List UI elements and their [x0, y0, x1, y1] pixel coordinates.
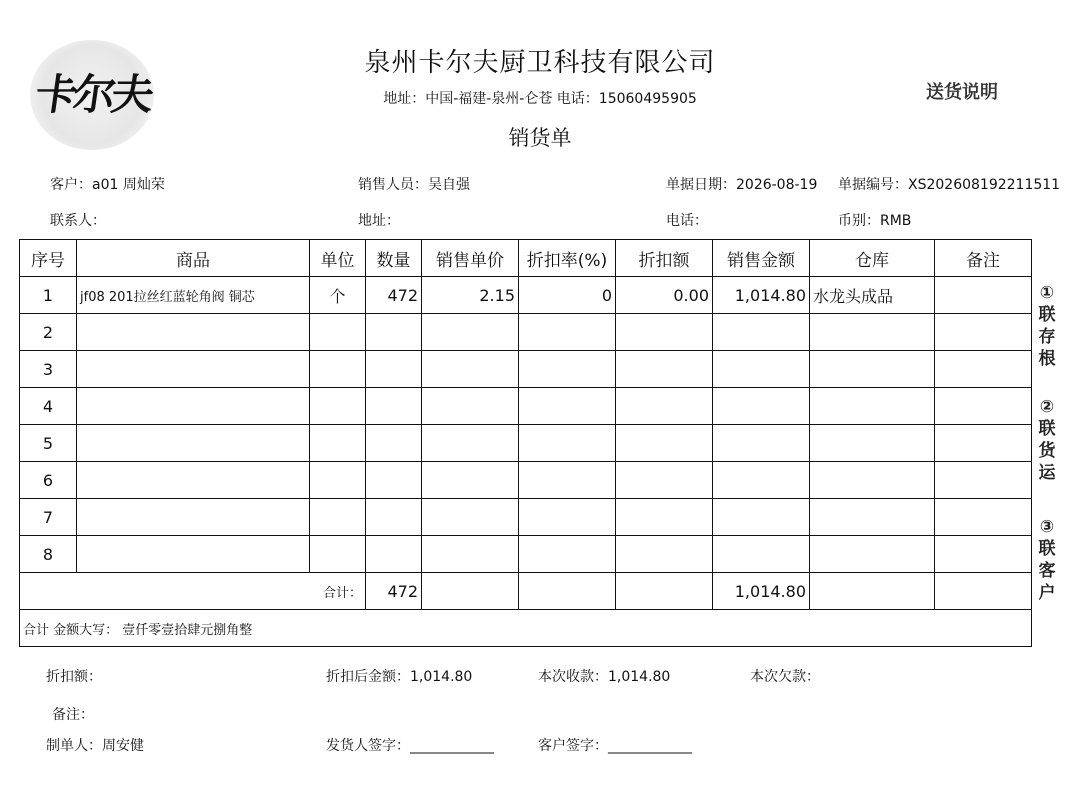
- price-cell: [422, 425, 519, 462]
- product-cell: [77, 425, 310, 462]
- discount-amount-cell: [616, 462, 713, 499]
- table-row: [20, 314, 1032, 351]
- delivery-note-label: 送货说明: [926, 82, 998, 103]
- discount-amount-cell: [616, 499, 713, 536]
- discount-amount-cell: [616, 314, 713, 351]
- warehouse-cell: [810, 462, 935, 499]
- discount-amount-cell: 0.00: [616, 277, 713, 314]
- amount-cell: [713, 314, 810, 351]
- remark-cell: [935, 536, 1032, 573]
- discount-rate-cell: [519, 425, 616, 462]
- qty-cell: [366, 499, 422, 536]
- amount-in-words: 合计 金额大写： 壹仟零壹拾肆元捌角整: [20, 610, 1032, 647]
- product-cell: [77, 388, 310, 425]
- total-qty: 472: [366, 573, 422, 610]
- row-number: 7: [20, 499, 77, 536]
- warehouse-cell: 水龙头成品: [810, 277, 935, 314]
- qty-cell: [366, 462, 422, 499]
- column-header: 折扣率(%): [519, 240, 616, 277]
- total-row: [20, 573, 1032, 610]
- column-header: 销售金额: [713, 240, 810, 277]
- remark-cell: [935, 314, 1032, 351]
- doc-number-field: 单据编号：XS202608192211511: [838, 177, 1061, 193]
- unit-cell: [310, 462, 366, 499]
- warehouse-cell: [810, 351, 935, 388]
- total-amount: 1,014.80: [713, 573, 810, 610]
- product-cell: [77, 314, 310, 351]
- company-address: 地址：中国-福建-泉州-仑苍 电话：15060495905: [383, 91, 697, 107]
- price-cell: [422, 536, 519, 573]
- row-number: 5: [20, 425, 77, 462]
- unit-cell: [310, 351, 366, 388]
- discount-amount-cell: [616, 351, 713, 388]
- column-header: 序号: [20, 240, 77, 277]
- warehouse-cell: [810, 499, 935, 536]
- footer-after-discount: 折扣后金额：1,014.80: [326, 669, 473, 685]
- warehouse-cell: [810, 314, 935, 351]
- footer-discount: 折扣额：: [46, 669, 102, 685]
- column-header: 折扣额: [616, 240, 713, 277]
- side-label-shipping: ②联货运: [1038, 397, 1056, 483]
- discount-rate-cell: [519, 536, 616, 573]
- product-cell: [77, 499, 310, 536]
- qty-cell: [366, 536, 422, 573]
- product-cell: [77, 351, 310, 388]
- discount-rate-cell: [519, 388, 616, 425]
- price-cell: 2.15: [422, 277, 519, 314]
- row-number: 4: [20, 388, 77, 425]
- company-name: 泉州卡尔夫厨卫科技有限公司: [364, 48, 716, 78]
- empty-cell: [810, 573, 935, 610]
- column-header: 单位: [310, 240, 366, 277]
- warehouse-cell: [810, 536, 935, 573]
- side-label-customer: ③联客户: [1038, 517, 1056, 603]
- table-row: [20, 351, 1032, 388]
- column-header: 备注: [935, 240, 1032, 277]
- footer-remark: 备注：: [52, 707, 94, 723]
- table-row: [20, 462, 1032, 499]
- product-cell: [77, 462, 310, 499]
- qty-cell: [366, 425, 422, 462]
- footer-received: 本次收款：1,014.80: [538, 669, 671, 685]
- column-header: 销售单价: [422, 240, 519, 277]
- remark-cell: [935, 277, 1032, 314]
- discount-rate-cell: [519, 462, 616, 499]
- remark-cell: [935, 499, 1032, 536]
- price-cell: [422, 462, 519, 499]
- qty-cell: [366, 314, 422, 351]
- address-field: 地址：: [358, 213, 400, 229]
- currency-field: 币别：RMB: [838, 213, 912, 229]
- qty-cell: 472: [366, 277, 422, 314]
- unit-cell: 个: [310, 277, 366, 314]
- unit-cell: [310, 499, 366, 536]
- empty-cell: [422, 573, 519, 610]
- table-header-row: [20, 240, 1032, 277]
- unit-cell: [310, 388, 366, 425]
- table-row: [20, 425, 1032, 462]
- row-number: 1: [20, 277, 77, 314]
- amount-cell: [713, 462, 810, 499]
- amount-cell: [713, 351, 810, 388]
- remark-cell: [935, 425, 1032, 462]
- doc-date-field: 单据日期：2026-08-19: [666, 177, 818, 193]
- unit-cell: [310, 536, 366, 573]
- empty-cell: [616, 573, 713, 610]
- price-cell: [422, 314, 519, 351]
- logo-text: 卡尔夫: [32, 70, 154, 119]
- price-cell: [422, 388, 519, 425]
- discount-rate-cell: [519, 314, 616, 351]
- row-number: 2: [20, 314, 77, 351]
- amount-cell: [713, 499, 810, 536]
- total-label: 合计：: [20, 573, 366, 610]
- price-cell: [422, 351, 519, 388]
- qty-cell: [366, 351, 422, 388]
- footer-customer-signature: 客户签字：____________: [538, 738, 692, 754]
- customer-field: 客户：a01 周灿荣: [50, 177, 165, 193]
- discount-rate-cell: [519, 351, 616, 388]
- column-header: 仓库: [810, 240, 935, 277]
- row-number: 8: [20, 536, 77, 573]
- table-row: [20, 277, 1032, 314]
- amount-cell: [713, 536, 810, 573]
- table-row: [20, 499, 1032, 536]
- side-label-stub: ①联存根: [1038, 283, 1056, 369]
- row-number: 3: [20, 351, 77, 388]
- document-title: 销货单: [508, 126, 572, 150]
- discount-rate-cell: 0: [519, 277, 616, 314]
- unit-cell: [310, 314, 366, 351]
- footer-maker: 制单人：周安健: [46, 738, 144, 754]
- salesperson-field: 销售人员：吴自强: [358, 177, 470, 193]
- table-row: [20, 388, 1032, 425]
- empty-cell: [519, 573, 616, 610]
- discount-rate-cell: [519, 499, 616, 536]
- row-number: 6: [20, 462, 77, 499]
- phone-field: 电话：: [666, 213, 708, 229]
- remark-cell: [935, 351, 1032, 388]
- product-cell: [77, 536, 310, 573]
- column-header: 数量: [366, 240, 422, 277]
- empty-cell: [935, 573, 1032, 610]
- table-row: [20, 536, 1032, 573]
- column-header: 商品: [77, 240, 310, 277]
- unit-cell: [310, 425, 366, 462]
- discount-amount-cell: [616, 425, 713, 462]
- discount-amount-cell: [616, 388, 713, 425]
- remark-cell: [935, 388, 1032, 425]
- product-cell: jf08 201拉丝红蓝轮角阀 铜芯: [77, 277, 310, 314]
- amount-cell: [713, 425, 810, 462]
- price-cell: [422, 499, 519, 536]
- warehouse-cell: [810, 425, 935, 462]
- warehouse-cell: [810, 388, 935, 425]
- remark-cell: [935, 462, 1032, 499]
- contact-field: 联系人：: [50, 213, 106, 229]
- discount-amount-cell: [616, 536, 713, 573]
- footer-owed: 本次欠款：: [750, 669, 820, 685]
- amount-cell: 1,014.80: [713, 277, 810, 314]
- amount-cell: [713, 388, 810, 425]
- footer-shipper-signature: 发货人签字：____________: [326, 738, 494, 754]
- qty-cell: [366, 388, 422, 425]
- sales-table: [19, 239, 1032, 647]
- amount-in-words-row: [20, 610, 1032, 647]
